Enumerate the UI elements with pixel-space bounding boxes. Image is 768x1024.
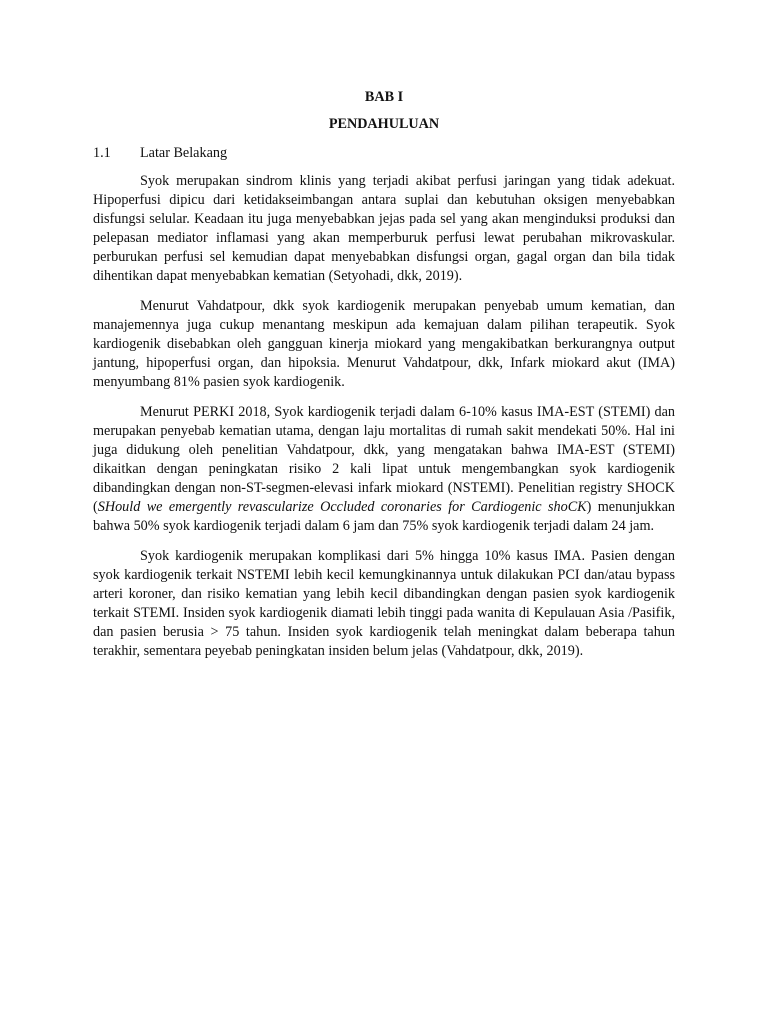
document-body bbox=[93, 88, 675, 672]
paragraph-text: Menurut Vahdatpour, dkk syok kardiogenik merupakan penyebab umum kematian, dan manajemennya juga cukup menantang meskipun ada kemajuan dalam pilihan terapeutik. Syok kardiogenik disebabkan oleh gangguan kinerja miokard yang mengakibatkan berkurangnya output jantung, hipoperfusi organ, dan hipoksia. Menurut Vahdatpour, dkk, Infark miokard akut (IMA) menyumbang 81% pasien syok kardiogenik. bbox=[93, 298, 675, 390]
section-heading bbox=[93, 144, 675, 163]
paragraph-text: Syok merupakan sindrom klinis yang terjadi akibat perfusi jaringan yang tidak adekuat. Hipoperfusi dipicu dari ketidakseimbangan antara suplai dan kebutuhan oksigen menyebabkan disfungsi selular. Keadaan itu juga menyebabkan jejas pada sel yang akan menginduksi produksi dan pelepasan mediator inflamasi yang akan memperburuk perfusi lewat perubahan mikrovaskular. perburukan perfusi sel kemudian dapat menyebabkan disfungsi organ, gagal organ dan bila tidak dihentikan dapat menyebabkan kematian (Setyohadi, dkk, 2019). bbox=[93, 173, 675, 284]
paragraph-text: ) menunjukkan bahwa 50% syok kardiogenik terjadi dalam 6 jam dan 75% syok kardiogenik terjadi dalam 24 jam. bbox=[93, 499, 676, 534]
italic-text: SHould we emergently revascularize Occluded coronaries for Cardiogenic shoCK bbox=[97, 499, 587, 515]
body-paragraph bbox=[93, 297, 675, 392]
chapter-title: PENDAHULUAN bbox=[328, 116, 440, 132]
paragraph-list bbox=[93, 172, 675, 661]
section-number: 1.1 bbox=[93, 145, 111, 161]
paragraph-text: Menurut PERKI 2018, Syok kardiogenik terjadi dalam 6-10% kasus IMA-EST (STEMI) dan merupakan penyebab kematian utama, dengan laju mortalitas di rumah sakit mendekati 50%. Hal ini juga didukung oleh penelitian Vahdatpour, dkk, yang mengatakan bahwa IMA-EST (STEMI) dikaitkan dengan peningkatan risiko 2 kali lipat untuk mengembangkan syok kardiogenik dibandingkan dengan non-ST-segmen-elevasi infark miokard (NSTEMI). Penelitian registry SHOCK ( bbox=[93, 404, 675, 515]
section-title: Latar Belakang bbox=[140, 145, 228, 161]
body-paragraph bbox=[93, 547, 675, 661]
chapter-heading: BAB I bbox=[364, 89, 404, 105]
body-paragraph bbox=[93, 403, 675, 536]
body-paragraph bbox=[93, 172, 675, 286]
paragraph-text: Syok kardiogenik merupakan komplikasi dari 5% hingga 10% kasus IMA. Pasien dengan syok kardiogenik terkait NSTEMI lebih kecil kemungkinannya untuk dilakukan PCI dan/atau bypass arteri koroner, dan risiko kematian yang lebih kecil dibandingkan dengan pasien syok kardiogenik terkait STEMI. Insiden syok kardiogenik diamati lebih tinggi pada wanita di Kepulauan Asia /Pasifik, dan pasien berusia > 75 tahun. Insiden syok kardiogenik telah meningkat dalam beberapa tahun terakhir, sementara peyebab peningkatan insiden belum jelas (Vahdatpour, dkk, 2019). bbox=[93, 548, 675, 659]
